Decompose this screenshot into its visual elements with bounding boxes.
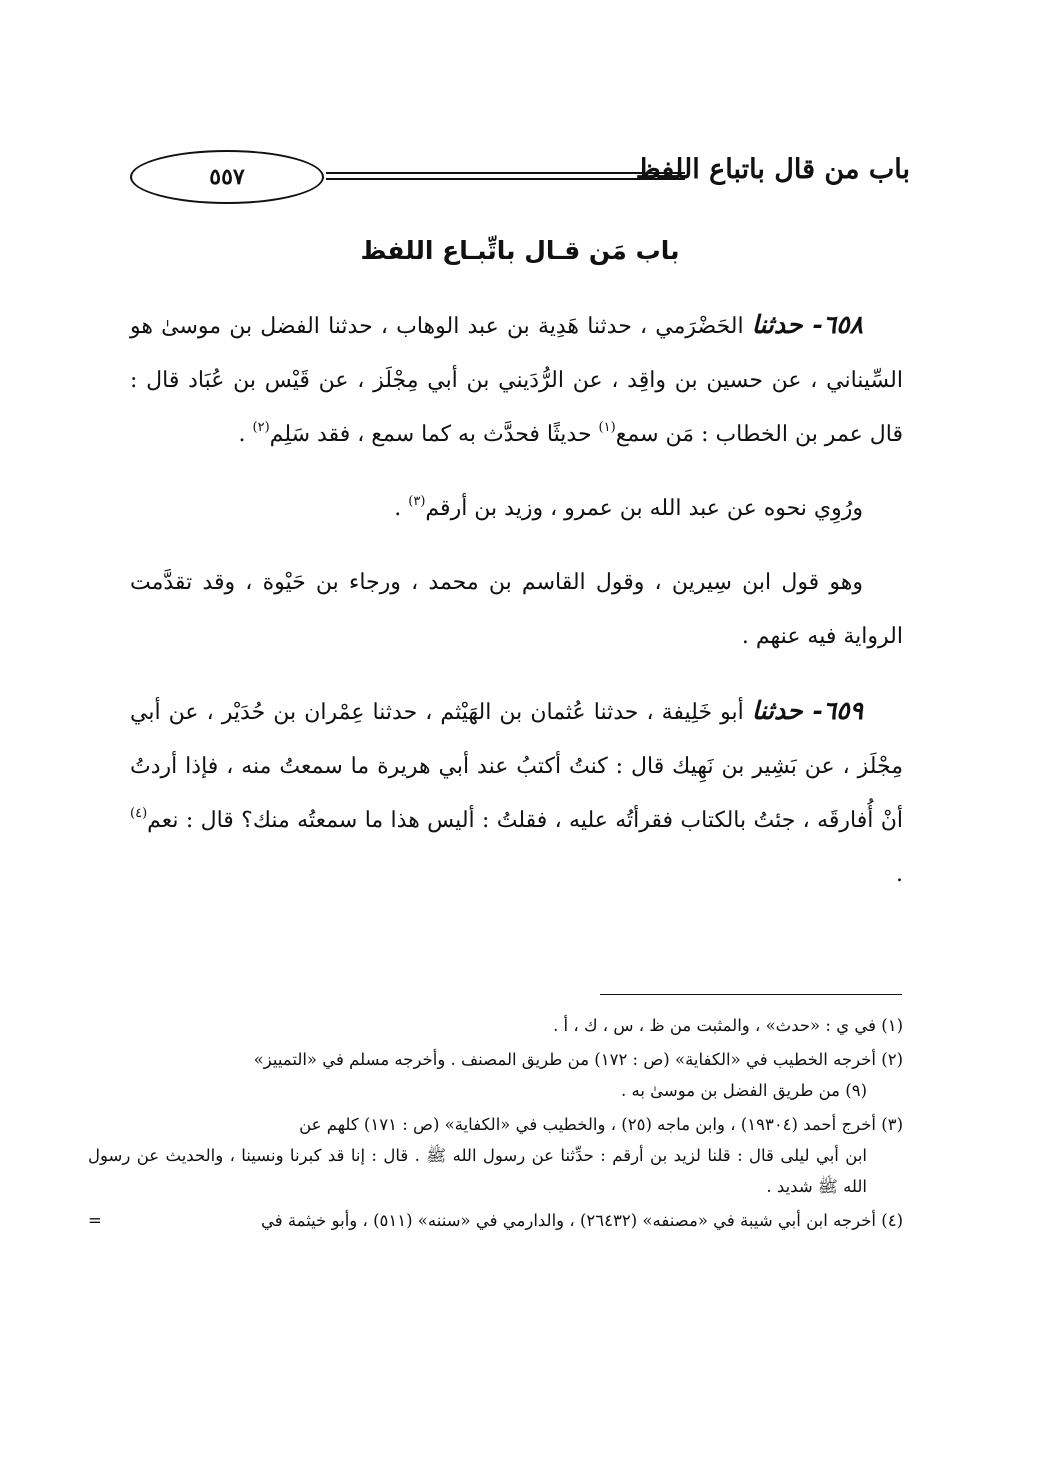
paragraph-text: وهو قول ابن سِيرين ، وقول القاسم بن محمد ، ورجاء بن حَيْوة ، وقد تقدَّمت الرواية فيه عنهم . [130,570,903,649]
hadith-number-lead: ٦٥٩- حدثنا [751,696,863,725]
page-header [130,150,910,206]
paragraph-text: أبو خَلِيفة ، حدثنا عُثمان بن الهَيْثم ، حدثنا عِمْران بن حُدَيْر ، عن أبي مِجْلَز ، عن بَشِير بن نَهِيك قال : كنتُ أكتبُ عند أبي هريرة ما سمعتُ منه ، فإذا أردتُ أنْ أُفارقَه ، جئتُ بالكتاب فقرأتُه عليه ، فقلتُ : أليس هذا ما سمعتُه منك؟ قال : نعم [130,700,903,833]
footnote-continuation: ابن أبي ليلى قال : قلنا لزيد بن أرقم : حدِّثنا عن رسول الله ﷺ . قال : إنا قد كبرنا ونسينا ، والحديث عن رسول الله ﷺ شديد . [88,1146,867,1196]
footnote-text: (١) في ي : «حدث» ، والمثبت من ظ ، س ، ك ، أ . [553,1016,903,1035]
paragraph-text: . [896,862,903,887]
header-double-rule [326,172,685,184]
chapter-title: باب مَن قـال باتِّبـاع اللفظ [360,236,680,265]
paragraph-narration [130,482,903,536]
paragraph-opinions [130,556,903,664]
hadith-number-lead: ٦٥٨- حدثنا [751,310,863,339]
footnote-4 [88,1205,903,1236]
footnotes [88,1010,903,1239]
page-number-oval [130,150,324,204]
footnote-1 [88,1010,903,1041]
paragraph-text: . [238,422,253,447]
header-rule-bottom [326,178,685,180]
header-rule-top [326,172,685,174]
paragraph-text: ورُوِي نحوه عن عبد الله بن عمرو ، وزيد بن أرقم [425,496,863,521]
footnote-ref[interactable]: (٢) [252,420,270,435]
footnote-ref[interactable]: (٣) [408,494,426,509]
footnote-ref[interactable]: (١) [598,420,616,435]
paragraph-text: حديثًا فحدَّث به كما سمع ، فقد سَلِم [269,422,599,447]
paragraph-659 [130,684,903,902]
page-number: ٥٥٧ [209,164,245,190]
footnote-text: (٢) أخرجه الخطيب في «الكفاية» (ص : ١٧٢) من طريق المصنف . وأخرجه مسلم في «التمييز» [253,1050,903,1069]
paragraph-text: . [394,496,409,521]
main-text [130,298,903,922]
footnote-continuation: (٩) من طريق الفضل بن موسىٰ به . [621,1081,867,1100]
paragraph-658 [130,298,903,462]
continuation-mark: = [88,1211,102,1230]
running-title: باب من قال باتباع اللفظ [635,154,910,185]
footnote-3 [88,1109,903,1202]
footnote-text: (٣) أخرج أحمد (١٩٣٠٤) ، وابن ماجه (٢٥) ، والخطيب في «الكفاية» (ص : ١٧١) كلهم عن [299,1115,903,1134]
footnote-2 [88,1044,903,1106]
paragraph-text: الحَضْرَمي ، حدثنا هَدِية بن عبد الوهاب ، حدثنا الفضل بن موسىٰ هو السِّيناني ، عن حسين بن واقِد ، عن الرُّدَيني بن أبي مِجْلَز ، عن قَيْس بن عُبَاد قال : قال عمر بن الخطاب : مَن سمع [130,314,903,447]
footnote-ref[interactable]: (٤) [130,806,148,821]
footnote-separator [600,994,902,995]
footnote-text: (٤) أخرجه ابن أبي شيبة في «مصنفه» (٢٦٤٣٢) ، والدارمي في «سننه» (٥١١) ، وأبو خيثمة في [260,1211,903,1230]
